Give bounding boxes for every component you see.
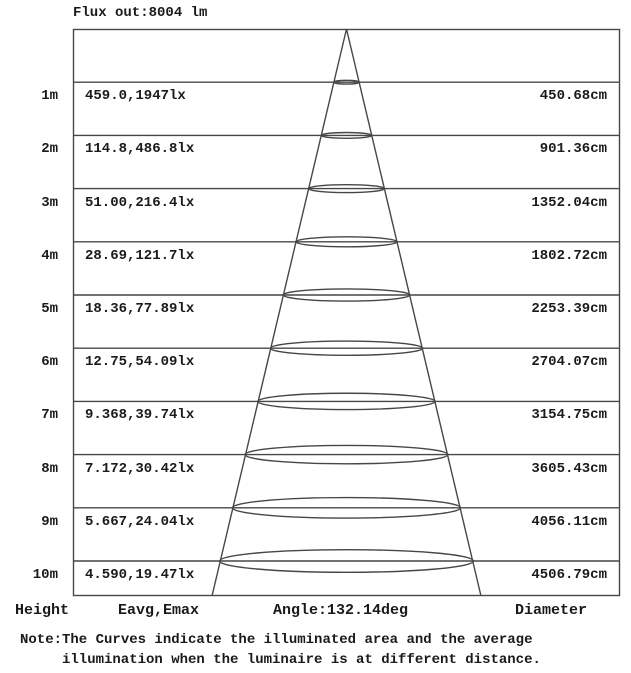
row-eavg-emax: 7.172,30.42lx xyxy=(85,460,195,477)
diameter-axis-label: Diameter xyxy=(514,602,587,619)
row-diameter: 2704.07cm xyxy=(531,354,607,371)
row-height-label: 10m xyxy=(32,567,58,583)
row-height-label: 3m xyxy=(41,194,58,211)
row-eavg-emax: 9.368,39.74lx xyxy=(85,407,195,424)
eavg-emax-axis-label: Eavg,Emax xyxy=(118,602,200,619)
row-eavg-emax: 4.590,19.47lx xyxy=(85,567,195,583)
row-diameter: 4506.79cm xyxy=(531,567,607,583)
row-height-label: 7m xyxy=(41,407,58,424)
row-height-label: 9m xyxy=(41,513,58,530)
row-diameter: 450.68cm xyxy=(539,88,607,105)
row-diameter: 1802.72cm xyxy=(531,247,607,264)
row-height-label: 1m xyxy=(41,88,58,105)
row-height-label: 5m xyxy=(41,301,58,317)
row-height-label: 8m xyxy=(41,460,58,477)
height-axis-label: Height xyxy=(15,602,70,619)
cone-right-line xyxy=(347,29,482,596)
row-eavg-emax: 5.667,24.04lx xyxy=(85,513,195,530)
beam-angle-label: Angle:132.14deg xyxy=(273,602,409,619)
row-diameter: 4056.11cm xyxy=(531,513,607,530)
cone-left-line xyxy=(212,29,347,596)
row-diameter: 3154.75cm xyxy=(531,407,607,424)
row-diameter: 2253.39cm xyxy=(531,301,607,317)
row-eavg-emax: 459.0,1947lx xyxy=(85,88,186,105)
row-diameter: 1352.04cm xyxy=(531,194,607,211)
row-eavg-emax: 28.69,121.7lx xyxy=(85,247,195,264)
flux-title: Flux out:8004 lm xyxy=(73,5,208,21)
row-diameter: 3605.43cm xyxy=(531,460,607,477)
row-height-label: 2m xyxy=(41,141,58,158)
row-eavg-emax: 12.75,54.09lx xyxy=(85,354,195,371)
row-height-label: 4m xyxy=(41,247,58,264)
note-line-1: Note:The Curves indicate the illuminated area and the average xyxy=(20,632,533,648)
row-eavg-emax: 51.00,216.4lx xyxy=(85,194,195,211)
note-line-2: illumination when the luminaire is at different distance. xyxy=(62,652,541,668)
row-eavg-emax: 114.8,486.8lx xyxy=(85,141,195,158)
row-eavg-emax: 18.36,77.89lx xyxy=(85,301,195,317)
row-diameter: 901.36cm xyxy=(539,141,607,158)
row-height-label: 6m xyxy=(41,354,58,371)
